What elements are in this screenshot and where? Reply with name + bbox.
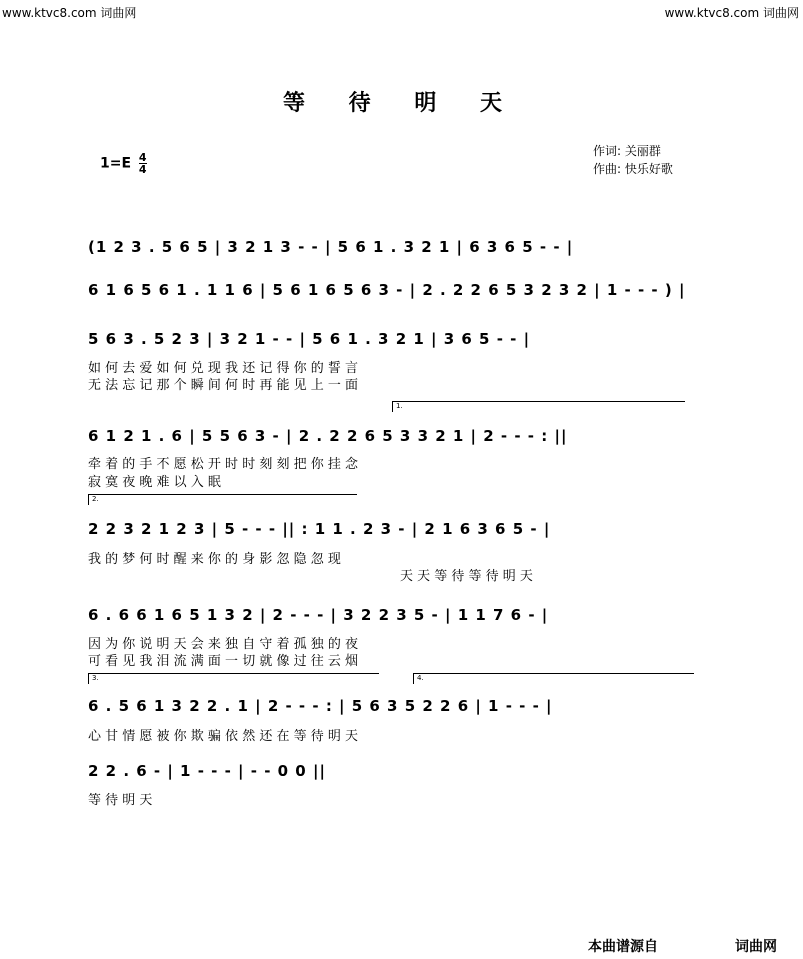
time-signature-top: 4 xyxy=(138,151,147,164)
site-watermark-right: www.ktvc8.com 词曲网 xyxy=(664,6,799,20)
notation-row-1: (1 2 3 . 5 6 5 | 3 2 1 3 - - | 5 6 1 . 3 2 1 | 6 3 6 5 - - | xyxy=(88,238,574,256)
lyric-row-5-verse-2: 天 天 等 待 等 待 明 天 xyxy=(400,569,533,584)
lyric-row-5-verse-1: 我 的 梦 何 时 醒 来 你 的 身 影 忽 隐 忽 现 xyxy=(88,552,341,567)
notation-row-4: 6 1 2 1 . 6 | 5 5 6 3 - | 2 . 2 2 6 5 3 3 2 1 | 2 - - - : || xyxy=(88,427,568,445)
notation-row-7: 6 . 5 6 1 3 2 2 . 1 | 2 - - - : | 5 6 3 5 2 2 6 | 1 - - - | xyxy=(88,697,553,715)
notation-row-2: 6 1 6 5 6 1 . 1 1 6 | 5 6 1 6 5 6 3 - | 2 . 2 2 6 5 3 2 3 2 | 1 - - - ) | xyxy=(88,281,686,299)
footer-source-label: 本曲谱源自 xyxy=(588,939,658,955)
lyric-row-4-verse-1: 牵 着 的 手 不 愿 松 开 时 时 刻 刻 把 你 挂 念 xyxy=(88,457,358,472)
lyric-row-3-verse-1: 如 何 去 爱 如 何 兑 现 我 还 记 得 你 的 誓 言 xyxy=(88,361,358,376)
key-label: 1=E xyxy=(100,155,132,172)
third-ending-label: 3. xyxy=(92,674,99,682)
lyric-row-6-verse-2: 可 看 见 我 泪 流 满 面 一 切 就 像 过 往 云 烟 xyxy=(88,654,358,669)
first-ending-bracket xyxy=(392,401,685,412)
lyric-row-3-verse-2: 无 法 忘 记 那 个 瞬 间 何 时 再 能 见 上 一 面 xyxy=(88,378,358,393)
second-ending-bracket xyxy=(88,494,357,505)
time-signature xyxy=(139,152,147,175)
footer-site-label: 词曲网 xyxy=(735,939,777,955)
fourth-ending-label: 4. xyxy=(417,674,424,682)
key-signature xyxy=(100,152,147,175)
first-ending-label: 1. xyxy=(396,402,403,410)
lyric-row-7-verse-1: 心 甘 情 愿 被 你 欺 骗 依 然 还 在 等 待 明 天 xyxy=(88,729,358,744)
notation-row-8: 2 2 . 6 - | 1 - - - | - - 0 0 || xyxy=(88,762,326,780)
lyric-row-6-verse-1: 因 为 你 说 明 天 会 来 独 自 守 着 孤 独 的 夜 xyxy=(88,637,358,652)
notation-row-6: 6 . 6 6 1 6 5 1 3 2 | 2 - - - | 3 2 2 3 5 - | 1 1 7 6 - | xyxy=(88,606,549,624)
second-ending-label: 2. xyxy=(92,495,99,503)
song-title: 等 待 明 天 xyxy=(283,91,520,116)
notation-row-5: 2 2 3 2 1 2 3 | 5 - - - || : 1 1 . 2 3 - | 2 1 6 3 6 5 - | xyxy=(88,520,551,538)
lyric-row-8-verse-1: 等 待 明 天 xyxy=(88,793,153,808)
site-watermark-left: www.ktvc8.com 词曲网 xyxy=(2,6,137,20)
composer-credit: 作曲: 快乐好歌 xyxy=(593,162,673,176)
lyric-row-4-verse-2: 寂 寞 夜 晚 难 以 入 眠 xyxy=(88,475,221,490)
third-ending-bracket xyxy=(88,673,379,684)
notation-row-3: 5 6 3 . 5 2 3 | 3 2 1 - - | 5 6 1 . 3 2 1 | 3 6 5 - - | xyxy=(88,330,531,348)
lyricist-credit: 作词: 关丽群 xyxy=(593,144,661,158)
time-signature-bottom: 4 xyxy=(138,163,147,176)
fourth-ending-bracket xyxy=(413,673,694,684)
